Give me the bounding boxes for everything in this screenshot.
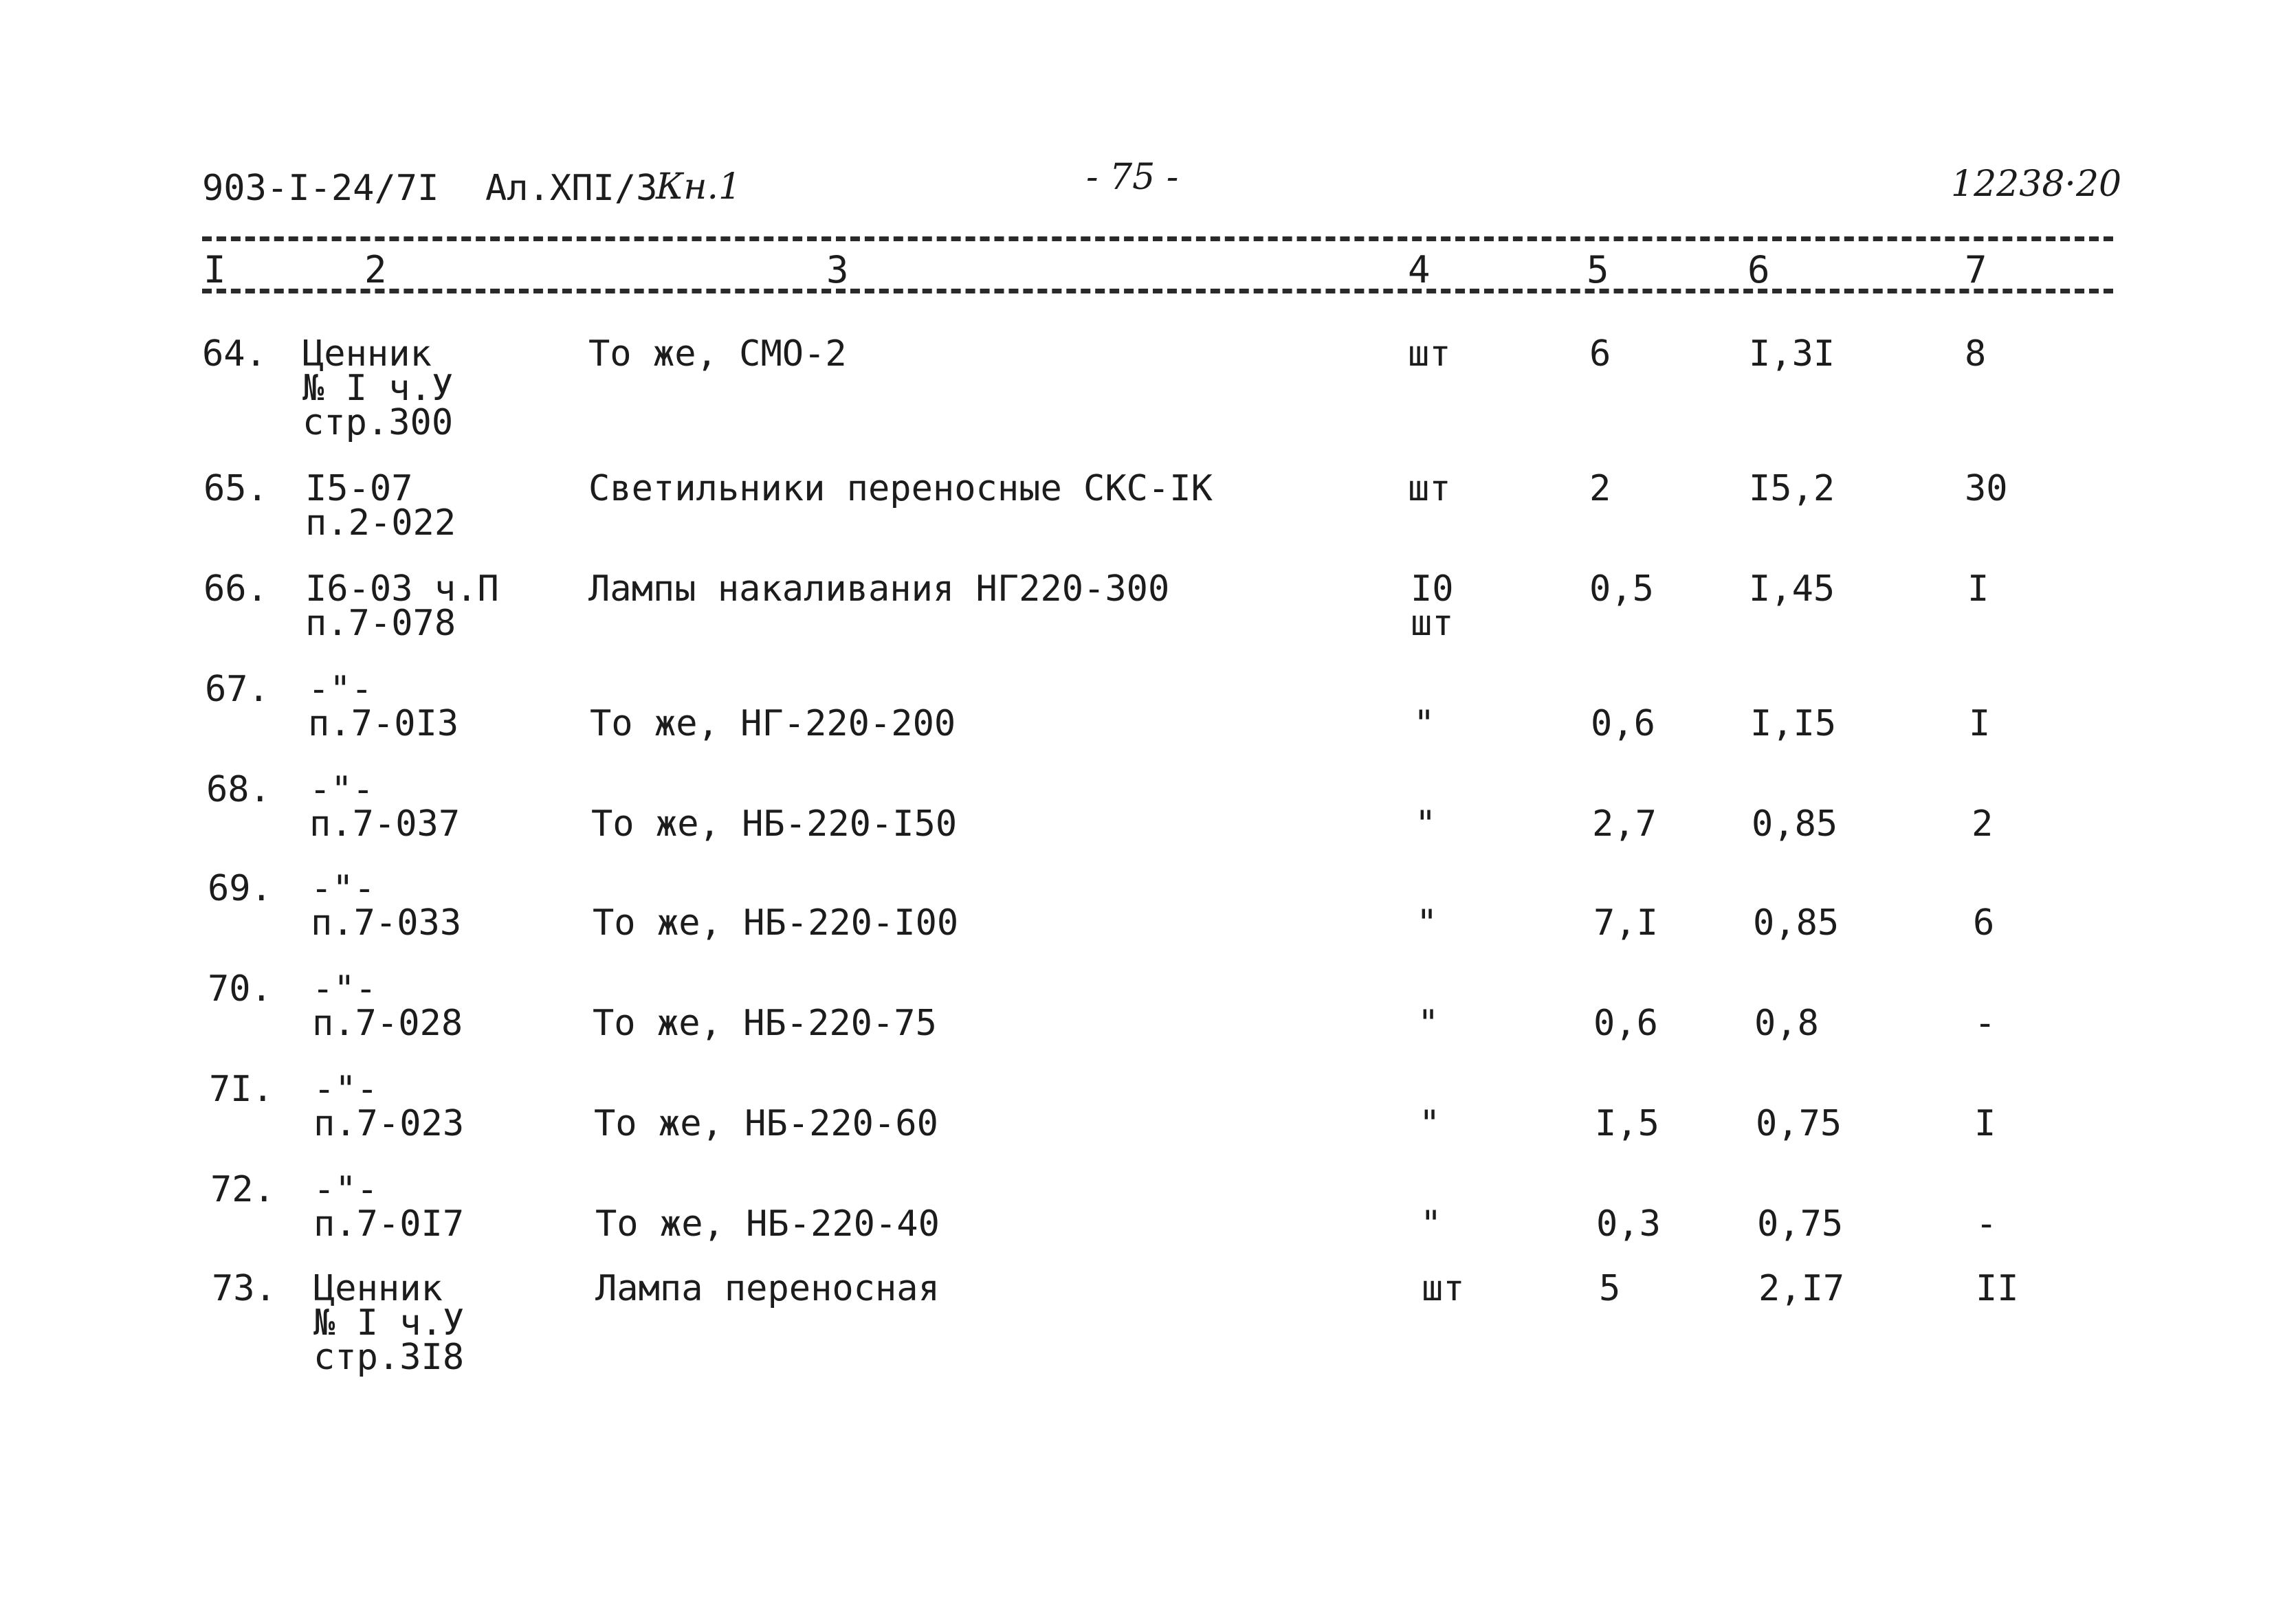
unit: ": [1420, 1203, 1442, 1245]
quantity: 0,5: [1589, 568, 1654, 610]
total: -: [1976, 1203, 1998, 1245]
unit: ": [1419, 1103, 1441, 1144]
row-number: 64.: [202, 333, 267, 375]
unit-price: 0,8: [1754, 1003, 1819, 1044]
row-number: 72.: [210, 1169, 275, 1210]
total: II: [1976, 1268, 2019, 1309]
unit-price: I,I5: [1750, 703, 1837, 744]
column-number-5: 5: [1582, 252, 1613, 289]
row-number: 68.: [206, 769, 271, 810]
price-reference: -"- п.7-0I7: [313, 1169, 465, 1245]
row-number: 67.: [205, 669, 269, 710]
quantity: 0,6: [1591, 703, 1655, 744]
unit: ": [1417, 1003, 1439, 1044]
unit: шт: [1408, 468, 1451, 509]
total: I: [1967, 568, 1989, 610]
item-name: То же, НБ-220-40: [595, 1203, 940, 1245]
price-reference: -"- п.7-028: [312, 968, 463, 1044]
page-number: - 75 -: [1086, 157, 1179, 198]
total: 8: [1965, 333, 1987, 375]
item-name: Лампы накаливания НГ220-300: [588, 568, 1170, 610]
total: -: [1974, 1003, 1996, 1044]
unit-price: I5,2: [1749, 468, 1835, 509]
unit-price: I,3I: [1749, 333, 1835, 375]
album-number: Ал.ХПI/3: [485, 168, 658, 209]
row-number: 65.: [203, 468, 268, 509]
unit: шт: [1408, 333, 1451, 375]
price-reference: Ценник № I ч.У стр.3I8: [313, 1268, 465, 1378]
item-name: Светильники переносные СКС-IК: [588, 468, 1213, 509]
unit-price: 2,I7: [1758, 1268, 1845, 1309]
unit-price: 0,85: [1753, 902, 1840, 944]
column-number-2: 2: [360, 252, 391, 289]
quantity: I,5: [1595, 1103, 1659, 1144]
quantity: 6: [1589, 333, 1611, 375]
price-reference: -"- п.7-033: [311, 868, 462, 944]
unit: I0 шт: [1411, 568, 1454, 644]
column-number-1: I: [199, 252, 230, 289]
document-code: 903-I-24/7I: [202, 168, 439, 209]
row-number: 7I.: [209, 1069, 274, 1110]
item-name: То же, НГ-220-200: [590, 703, 956, 744]
column-number-4: 4: [1404, 252, 1435, 289]
unit-price: 0,75: [1756, 1103, 1842, 1144]
unit: шт: [1422, 1268, 1465, 1309]
row-number: 70.: [208, 968, 272, 1010]
item-name: То же, НБ-220-75: [593, 1003, 937, 1044]
unit: ": [1413, 703, 1435, 744]
total: I: [1974, 1103, 1996, 1144]
row-number: 66.: [203, 568, 268, 610]
price-reference: -"- п.7-023: [313, 1069, 465, 1144]
quantity: 7,I: [1593, 902, 1658, 944]
total: I: [1969, 703, 1991, 744]
column-number-7: 7: [1961, 252, 1991, 289]
unit: ": [1415, 803, 1437, 845]
total: 6: [1973, 902, 1995, 944]
item-name: То же, НБ-220-60: [594, 1103, 938, 1144]
column-number-3: 3: [822, 252, 853, 289]
price-reference: I6-03 ч.П п.7-078: [305, 568, 499, 644]
unit-price: I,45: [1749, 568, 1835, 610]
row-number: 73.: [212, 1268, 276, 1309]
quantity: 2,7: [1592, 803, 1657, 845]
unit-price: 0,85: [1752, 803, 1838, 845]
column-number-6: 6: [1743, 252, 1774, 289]
total: 2: [1972, 803, 1994, 845]
quantity: 2: [1589, 468, 1611, 509]
row-number: 69.: [208, 868, 272, 909]
item-name: То же, НБ-220-I50: [591, 803, 958, 845]
total: 30: [1965, 468, 2008, 509]
price-reference: Ценник № I ч.У стр.300: [302, 333, 454, 443]
book-number: Кн.1: [656, 166, 742, 208]
quantity: 5: [1599, 1268, 1621, 1309]
price-reference: -"- п.7-0I3: [308, 669, 459, 744]
item-name: То же, НБ-220-I00: [593, 902, 959, 944]
header-rule-bottom: [202, 289, 2113, 293]
unit: ": [1416, 902, 1438, 944]
price-reference: -"- п.7-037: [309, 769, 461, 845]
quantity: 0,3: [1596, 1203, 1661, 1245]
item-name: То же, СМО-2: [588, 333, 847, 375]
unit-price: 0,75: [1757, 1203, 1844, 1245]
header-rule-top: [202, 236, 2113, 241]
quantity: 0,6: [1593, 1003, 1658, 1044]
price-reference: I5-07 п.2-022: [305, 468, 456, 544]
document-number: 12238·20: [1951, 164, 2122, 205]
item-name: Лампа переносная: [595, 1268, 940, 1309]
